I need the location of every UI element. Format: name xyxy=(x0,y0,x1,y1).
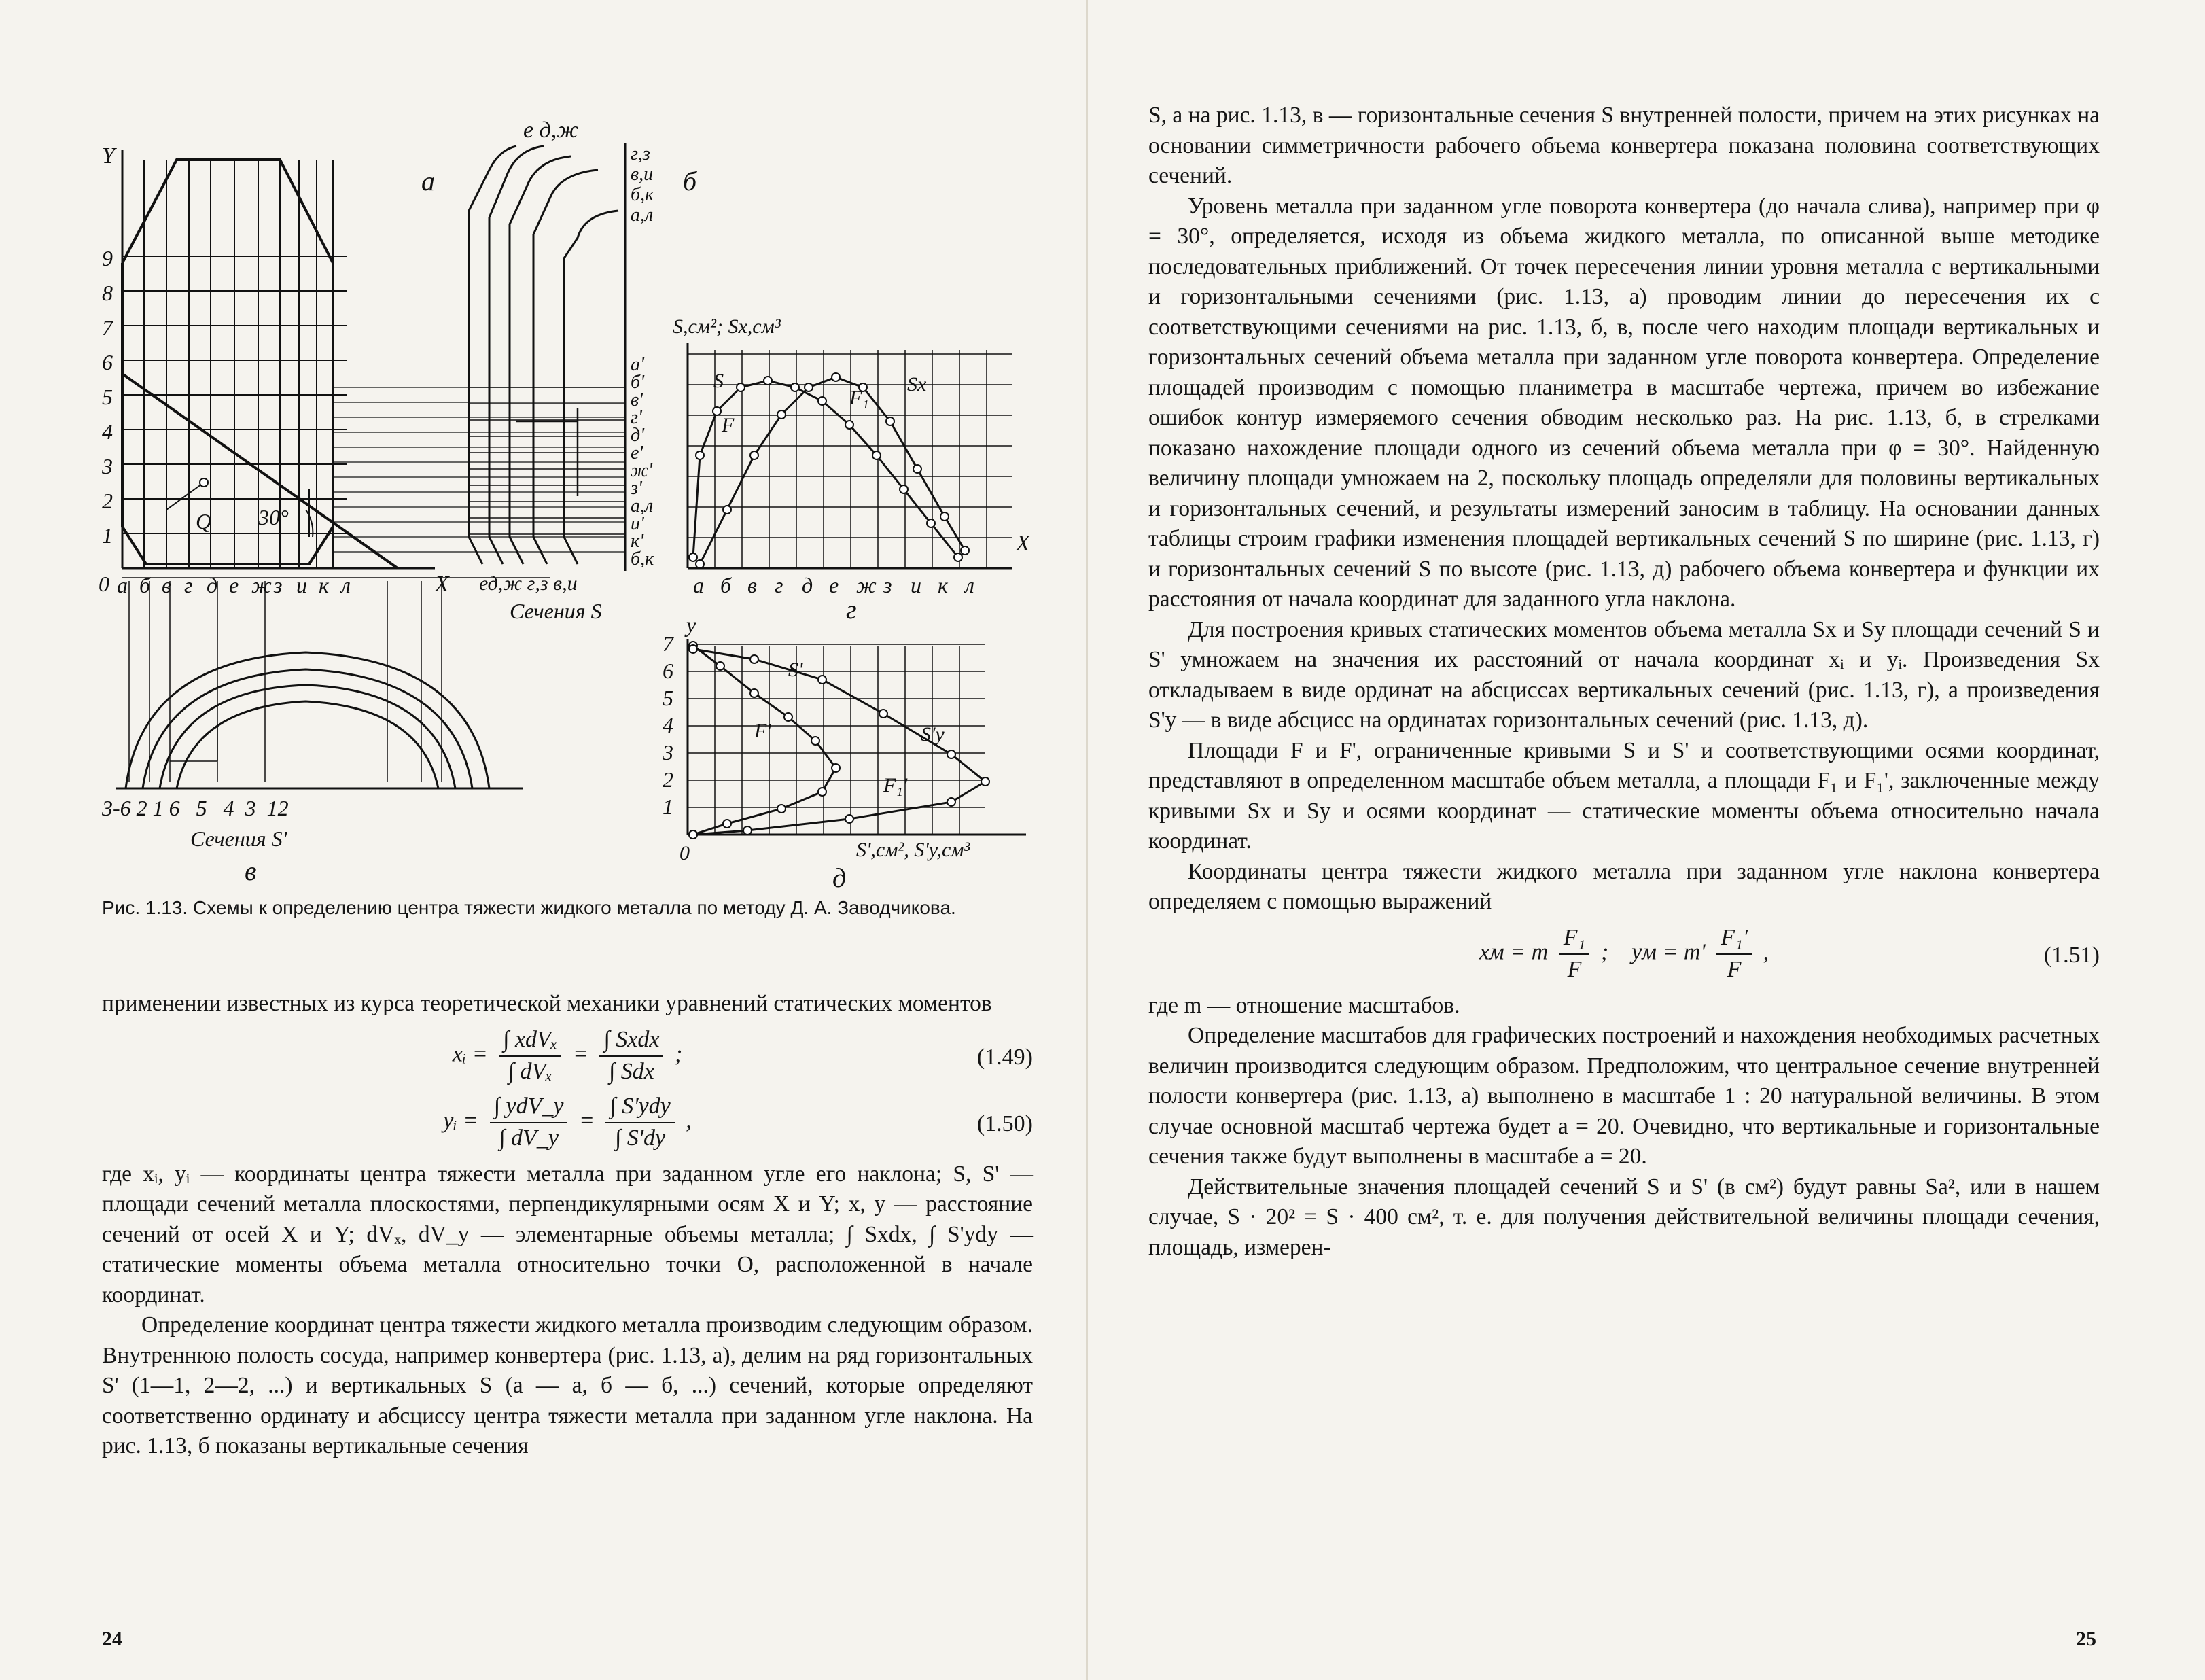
panel-a-x-tick: г xyxy=(184,573,193,597)
panel-a-x-tick: ж xyxy=(251,573,272,597)
panel-a-origin: 0 xyxy=(99,572,109,596)
panel-a-y-tick: 7 xyxy=(102,315,113,340)
f151-x-num: F₁ xyxy=(1559,923,1590,955)
panel-d-origin: 0 xyxy=(680,842,690,864)
f149-num1: ∫ xdVₓ xyxy=(499,1025,561,1057)
panel-v-title: Сечения S' xyxy=(190,826,287,851)
panel-b-section-label: а,л xyxy=(631,495,654,517)
panel-d-y-axis-label: y xyxy=(686,612,696,637)
panel-d-y-tick: 5 xyxy=(663,686,673,710)
right-para-5: Координаты центра тяжести жидкого металла при заданном угле наклона конвертера определяем с помощью выражений xyxy=(1148,858,2100,914)
panel-a-y-tick: 1 xyxy=(102,523,113,548)
panel-v-bottom-numbers: 3-6 2 1 6 5 4 3 12 xyxy=(102,796,289,820)
panel-a-y-tick: 9 xyxy=(102,246,113,270)
panel-a-y-axis-label: Y xyxy=(102,143,115,169)
f149-den1: ∫ dVₓ xyxy=(508,1058,552,1084)
f149-eq: = xyxy=(572,1041,588,1067)
panel-d-xlabel: S',см², S'y,см³ xyxy=(856,839,970,861)
f149-den2: ∫ Sdx xyxy=(608,1058,654,1084)
panel-a-y-tick: 3 xyxy=(102,454,113,478)
f151-x-den: F xyxy=(1567,956,1582,982)
panel-d-label: д xyxy=(832,862,847,893)
panel-g-ylabel: S,см²; Sx,см³ xyxy=(673,315,781,338)
panel-d-curve-f1prime: F₁' xyxy=(883,774,908,797)
left-page xyxy=(0,0,1087,1680)
panel-a-x-tick: д xyxy=(207,573,218,597)
left-para-1: применении известных из курса теоретической механики уравнений статических моментов xyxy=(102,991,992,1016)
panel-g-x-axis-label: X xyxy=(1016,531,1030,556)
f149-num2: ∫ Sxdx xyxy=(599,1025,663,1057)
figure-1-13 xyxy=(99,102,1053,893)
f150-number: (1.50) xyxy=(976,1110,1033,1136)
panel-b-section-label: и' xyxy=(631,513,644,534)
f150-eq: = xyxy=(578,1108,595,1134)
panel-b-section-label: к' xyxy=(631,531,644,552)
panel-b-section-label: а' xyxy=(631,354,644,375)
panel-d-y-tick: 4 xyxy=(663,713,673,737)
f150-end: , xyxy=(686,1108,692,1134)
panel-g-curve-f1: F₁ xyxy=(849,387,869,409)
panel-a-x-tick: е xyxy=(229,573,239,597)
panel-d-drawing xyxy=(688,639,1026,839)
panel-g-curve-f: F xyxy=(722,414,735,436)
f151-y-num: F₁' xyxy=(1716,923,1752,955)
f151-number: (1.51) xyxy=(2043,942,2100,968)
left-para-3: Определение координат центра тяжести жидкого металла производим следующим образом. Внутреннюю полость сосуда, например конвертера (рис. 1.13, а), делим на ряд горизонтальных S' (1—1, 2—2, ...) и вертикальных S (а — а, б — б, ...) сечений, которые определяют соответственно ординату и абсциссу центра тяжести металла при заданном угле наклона. На рис. 1.13, б показаны вертикальные сечения xyxy=(102,1312,1033,1458)
panel-a-x-tick: в xyxy=(162,573,171,597)
panel-b-section-label: в,и xyxy=(631,164,654,185)
right-para-1: S, а на рис. 1.13, в — горизонтальные сечения S внутренней полости, причем на этих рисунках на основании симметричности рабочего объема конвертера показана половина соответствующих сечений. xyxy=(1148,103,2100,188)
panel-g-curve-s: S xyxy=(713,370,724,392)
panel-g-curve-sx: Sx xyxy=(907,373,927,396)
panel-b-section-label: б,к xyxy=(631,548,654,570)
panel-b-section-label: г' xyxy=(631,407,642,428)
f151-y: yм = m' xyxy=(1631,939,1706,965)
panel-g-label: г xyxy=(846,594,857,625)
right-body xyxy=(1148,101,2100,1263)
f151-y-den: F xyxy=(1727,956,1742,982)
panel-b-section-label: г,з xyxy=(631,143,650,164)
f149-end: ; xyxy=(674,1041,683,1067)
f150-num2: ∫ S'ydy xyxy=(605,1091,674,1123)
panel-b-section-label: е' xyxy=(631,442,643,463)
panel-g-x-tick: д xyxy=(802,573,813,597)
formula-1-50 xyxy=(102,1093,1033,1153)
panel-b-label: б xyxy=(683,166,697,196)
right-para-4: Площади F и F', ограниченные кривыми S и S' и соответствующими осями координат, представляют в определенном масштабе объем металла, а площади F₁ и F₁', заключенные между кривыми Sx и Sy и осями координат — статические моменты объема относительно начала координат. xyxy=(1148,737,2100,854)
panel-d-y-tick: 3 xyxy=(663,740,673,765)
panel-a-y-tick: 6 xyxy=(102,350,113,374)
panel-a-x-tick: з xyxy=(274,573,283,597)
panel-a-x-tick: а xyxy=(117,573,128,597)
panel-b-section-label: б,к xyxy=(631,184,654,205)
right-para-6: где m — отношение масштабов. xyxy=(1148,992,1460,1018)
panel-a-x-tick: б xyxy=(139,573,151,597)
f149-lhs: xᵢ = xyxy=(452,1041,488,1067)
panel-v-label: в xyxy=(245,856,257,886)
left-para-2: где xᵢ, yᵢ — координаты центра тяжести металла при заданном угле его наклона; S, S' — площади сечений металла плоскостями, перпендикулярными осям X и Y; x, y — расстояние сечений от осей X и Y; dVₓ, dV_y — элементарные объемы металла; ∫ Sxdx, ∫ S'ydy — статические моменты объема металла относительно точки O, расположенной в начале координат. xyxy=(102,1161,1033,1308)
panel-d-curve-sprime: S' xyxy=(788,659,803,681)
f149-number: (1.49) xyxy=(976,1044,1033,1070)
panel-g-x-tick: к xyxy=(938,573,948,597)
f150-num1: ∫ ydV_y xyxy=(490,1091,568,1123)
panel-g-drawing xyxy=(688,343,1012,568)
formula-1-49 xyxy=(102,1026,1033,1086)
panel-a-q-label: Q xyxy=(196,509,212,533)
panel-d-y-tick: 7 xyxy=(663,631,673,656)
figure-drawing xyxy=(99,102,1053,893)
formula-1-51 xyxy=(1148,924,2100,984)
panel-d-y-tick: 1 xyxy=(663,794,673,819)
f150-den1: ∫ dV_y xyxy=(499,1125,559,1151)
right-para-2: Уровень металла при заданном угле поворота конвертера (до начала слива), например при φ = 30°, определяется, исходя из объема жидкого металла, по описанной выше методике последовательных приближений. От точек пересечения линии уровня металла с вертикальными и горизонтальными сечениями (рис. 1.13, а) проводим линии до пересечения их с соответствующими сечениями на рис. 1.13, б, в, после чего находим площади вертикальных и горизонтальных сечений объема металла при заданном угле поворота конвертера. Определение площадей производим с помощью планиметра в масштабе чертежа, причем во избежание ошибок контур измеряемого сечения обводим несколько раз. На рис. 1.13, б, в стрелками показано нахождение площади одного из сечений объема металла при φ = 30°. Найденную величину площади умножаем на 2, поскольку площадь определяли для половины вертикальных и горизонтальных сечений, и результаты измерений заносим в таблицу. На основании данных таблицы строим графики изменения площадей вертикальных сечений S по ширине (рис. 1.13, г) и горизонтальных сечений S по высоте (рис. 1.13, д) рабочего объема конвертера и функции их расстояния от начала координат для заданного угла наклона. xyxy=(1148,193,2100,612)
panel-b-top-letters: е д,ж xyxy=(523,118,578,143)
panel-b-bottom-letters: ед,ж г,з в,и xyxy=(479,572,578,595)
f150-lhs: yᵢ = xyxy=(443,1108,479,1134)
panel-a-label: а xyxy=(421,166,435,196)
panel-a-y-tick: 8 xyxy=(102,281,113,305)
panel-g-x-tick: з xyxy=(883,573,892,597)
panel-g-x-tick: и xyxy=(911,573,921,597)
panel-g-x-tick: л xyxy=(965,573,974,597)
panel-g-x-tick: б xyxy=(720,573,732,597)
panel-a-x-tick: л xyxy=(341,573,351,597)
f151-x: xм = m xyxy=(1479,939,1549,965)
panel-b-section-label: д' xyxy=(631,425,645,446)
panel-d-curve-fprime: F' xyxy=(754,720,771,742)
figure-caption: Рис. 1.13. Схемы к определению центра тяжести жидкого металла по методу Д. А. Заводчикова. xyxy=(102,897,956,918)
panel-b-section-label: б' xyxy=(631,372,645,393)
panel-a-drawing xyxy=(122,150,625,568)
right-para-8: Действительные значения площадей сечений S и S' (в см²) будут равны Sа², или в нашем случае, S · 20² = S · 400 см², т. е. для получения действительной величины площади сечения, площадь, измерен- xyxy=(1148,1174,2100,1260)
panel-b-section-label: з' xyxy=(631,478,642,499)
right-page xyxy=(1087,0,2205,1680)
left-body xyxy=(102,989,1033,1462)
panel-a-y-tick: 5 xyxy=(102,385,113,409)
panel-b-section-label: ж' xyxy=(631,460,653,481)
f150-den2: ∫ S'dy xyxy=(614,1125,666,1151)
panel-g-x-tick: в xyxy=(747,573,757,597)
panel-b-section-label: в' xyxy=(631,389,643,410)
page-number-left: 24 xyxy=(102,1628,122,1650)
page-number-right: 25 xyxy=(2076,1628,2096,1650)
right-para-7: Определение масштабов для графических построений и нахождения необходимых расчетных величин производится следующим образом. Предположим, что центральное сечение внутренней полости конвертера (рис. 1.13, а) выполнено в масштабе 1 : 20 натуральной величины. В этом случае основной масштаб чертежа будет а = 20. Очевидно, что вертикальные и горизонтальные сечения также будут выполнены в масштабе а = 20. xyxy=(1148,1023,2100,1169)
panel-g-x-tick: а xyxy=(693,573,704,597)
panel-g-x-tick: е xyxy=(829,573,839,597)
panel-v-drawing xyxy=(116,578,550,788)
panel-d-y-tick: 6 xyxy=(663,659,673,683)
panel-a-x-tick: к xyxy=(319,573,329,597)
panel-a-x-tick: и xyxy=(296,573,307,597)
panel-b-section-label: а,л xyxy=(631,205,654,226)
panel-g-x-tick: г xyxy=(775,573,783,597)
panel-b-title: Сечения S xyxy=(510,599,602,623)
panel-a-x-axis-label: X xyxy=(435,572,449,597)
panel-a-y-tick: 4 xyxy=(102,419,113,444)
f151-end: , xyxy=(1763,939,1769,965)
panel-g-x-tick: ж xyxy=(856,573,877,597)
panel-d-y-tick: 2 xyxy=(663,767,673,792)
panel-a-y-tick: 2 xyxy=(102,489,113,513)
panel-d-curve-sy: S'y xyxy=(921,723,945,746)
panel-a-angle-label: 30° xyxy=(258,505,289,529)
f151-sep: ; xyxy=(1600,939,1609,965)
right-para-3: Для построения кривых статических моментов объема металла Sx и Sy площади сечений S и S' умножаем на значения их расстояний от начала координат xᵢ и yᵢ. Произведения Sx откладываем в виде ординат на абсциссах вертикальных сечений (рис. 1.13, г), а произведения S'y — в виде абсцисс на ординатах горизонтальных сечений (рис. 1.13, д). xyxy=(1148,616,2100,733)
